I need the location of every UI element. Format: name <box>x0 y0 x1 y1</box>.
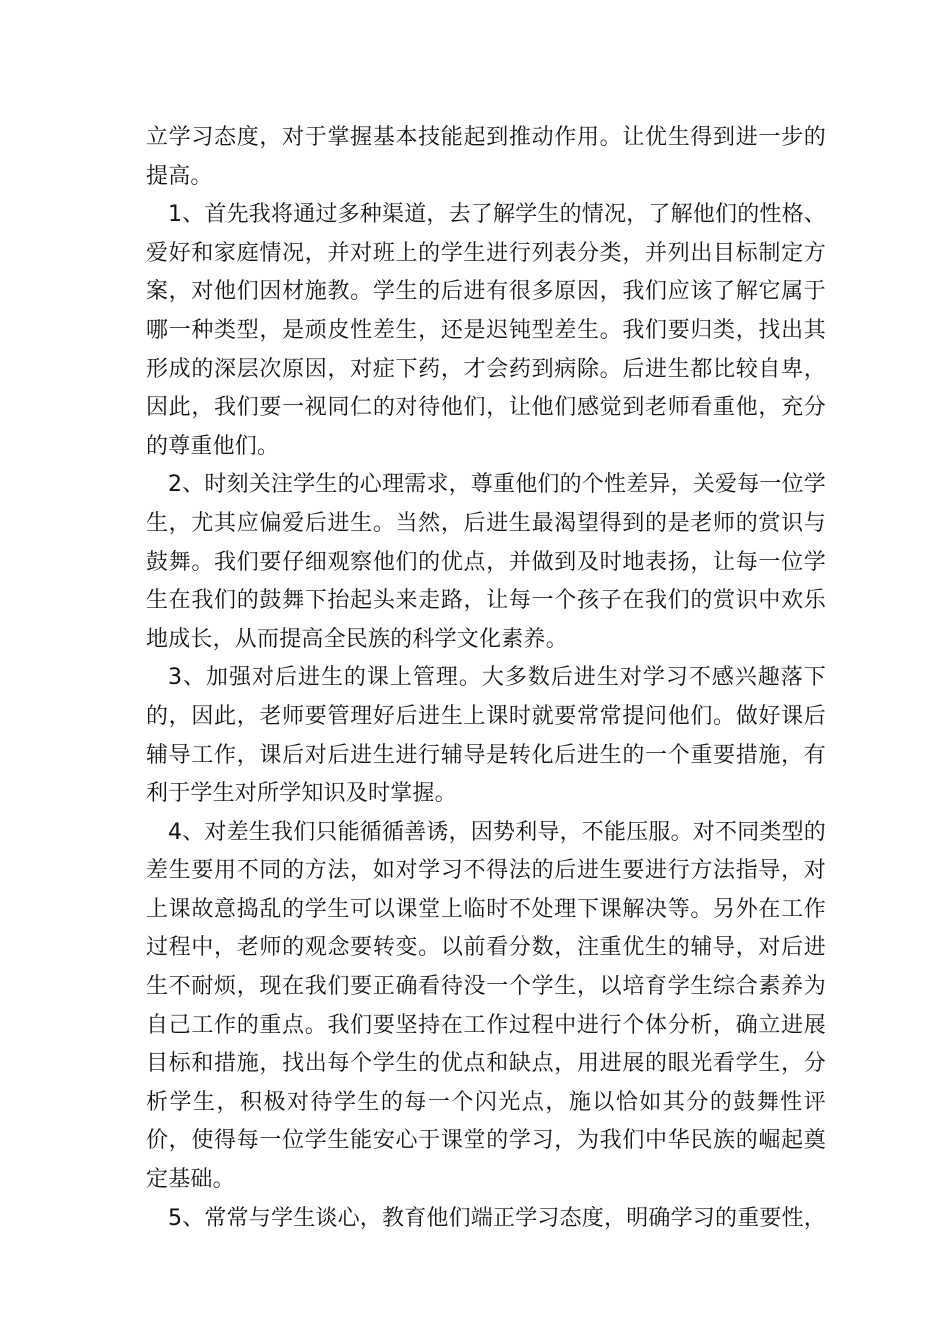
document-body <box>146 119 826 1238</box>
paragraph-item-3: 3、加强对后进生的课上管理。大多数后进生对学习不感兴趣落下的，因此，老师要管理好后进生上课时就要常常提问他们。做好课后辅导工作，课后对后进生进行辅导是转化后进生的一个重要措施，有利于学生对所学知识及时掌握。 <box>146 665 826 807</box>
paragraph-item-2: 2、时刻关注学生的心理需求，尊重他们的个性差异，关爱每一位学生，尤其应偏爱后进生。当然，后进生最渴望得到的是老师的赏识与鼓舞。我们要仔细观察他们的优点，并做到及时地表扬，让每一位学生在我们的鼓舞下抬起头来走路，让每一个孩子在我们的赏识中欢乐地成长，从而提高全民族的科学文化素养。 <box>146 472 826 652</box>
paragraph-item-1: 1、首先我将通过多种渠道，去了解学生的情况，了解他们的性格、爱好和家庭情况，并对班上的学生进行列表分类，并列出目标制定方案，对他们因材施教。学生的后进有很多原因，我们应该了解它属于哪一种类型，是顽皮性差生，还是迟钝型差生。我们要归类，找出其形成的深层次原因，对症下药，才会药到病除。后进生都比较自卑，因此，我们要一视同仁的对待他们，让他们感觉到老师看重他，充分的尊重他们。 <box>146 202 826 459</box>
paragraph-item-5: 5、常常与学生谈心，教育他们端正学习态度，明确学习的重要性， <box>168 1205 826 1231</box>
paragraph-continuation: 立学习态度，对于掌握基本技能起到推动作用。让优生得到进一步的提高。 <box>146 125 826 189</box>
paragraph-item-4: 4、对差生我们只能循循善诱，因势利导，不能压服。对不同类型的差生要用不同的方法，如对学习不得法的后进生要进行方法指导，对上课故意捣乱的学生可以课堂上临时不处理下课解决等。另外在工作过程中，老师的观念要转变。以前看分数，注重优生的辅导，对后进生不耐烦，现在我们要正确看待没一个学生，以培育学生综合素养为自己工作的重点。我们要坚持在工作过程中进行个体分析，确立进展目标和措施，找出每个学生的优点和缺点，用进展的眼光看学生，分析学生，积极对待学生的每一个闪光点，施以恰如其分的鼓舞性评价，使得每一位学生能安心于课堂的学习，为我们中华民族的崛起奠定基础。 <box>146 819 826 1193</box>
